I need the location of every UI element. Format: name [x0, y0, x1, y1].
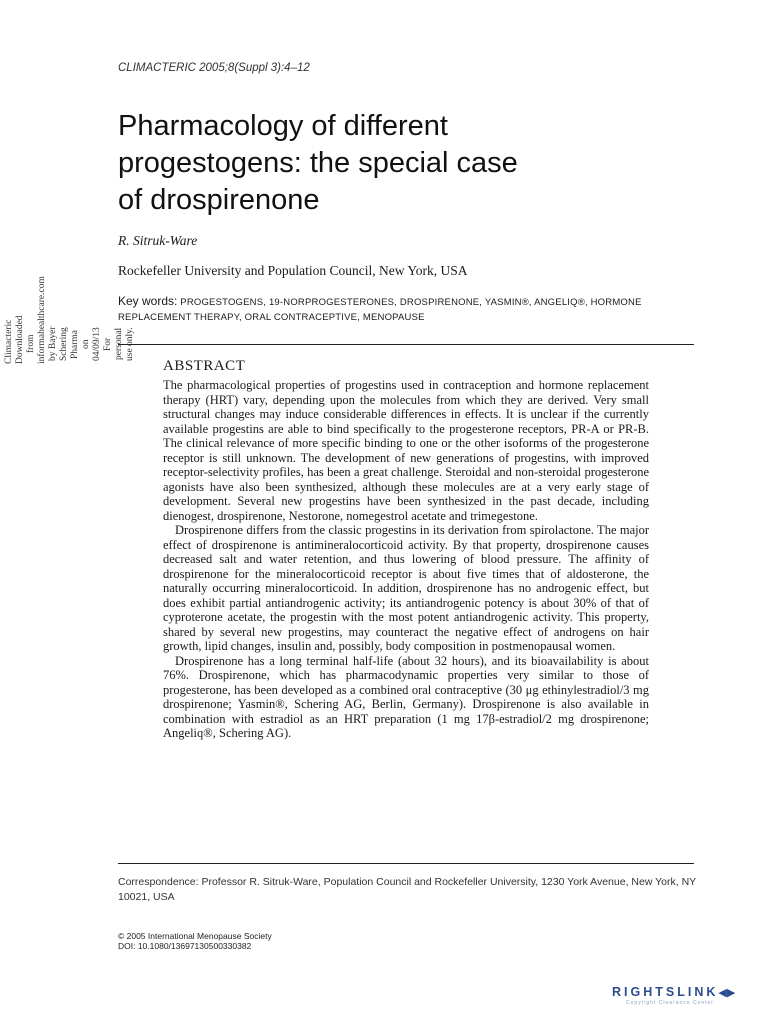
abstract-paragraph-1: The pharmacological properties of progestins used in contraception and hormone replacement therapy (HRT) vary, depending upon the molecules from which they are derived. Very small structural changes may induce considerable differences in effects. It is unclear if the currently available progestins are able to bind specifically to the progesterone receptors, PR-A or PR-B. The clinical relevance of more specific binding to one or the other isoforms of the progesterone receptor is still unknown. The development of new generations of progestins, with improved receptor-selectivity profiles, has been a great challenge. Steroidal and non-steroidal progesterone agonists have also been synthesized, although these molecules are at a very early stage of development. Several new progestins have been synthesized in the past decade, including dienogest, drospirenone, Nestorone, nomegestrol acetate and trimegestone. — [163, 378, 649, 523]
article-title — [118, 108, 678, 219]
rightslink-arrow-icon: ◀▶ — [718, 987, 736, 999]
title-line-1: Pharmacology of different — [118, 110, 448, 142]
author-name: R. Sitruk-Ware — [118, 233, 198, 248]
doi-line: DOI: 10.1080/13697130500330382 — [118, 941, 252, 951]
abstract-paragraph-2: Drospirenone differs from the classic progestins in its derivation from spirolactone. The major effect of drospirenone is antimineralocorticoid activity. By that property, drospirenone causes decreased salt and water retention, and thus lowering of blood pressure. The affinity of drospirenone for the mineralocorticoid receptor is about five times that of aldosterone, the naturally occurring mineralocorticoid. In addition, drospirenone has no androgenic effect, but does exhibit partial antiandrogenic activity; its antiandrogenic potency is about 30% of that of cyproterone acetate, the progestin with the most potent antiandrogenic activity. This property, shared by several new progestins, may counteract the negative effect of androgens on hair growth, lipid changes, insulin and, possibly, body composition in postmenopausal women. — [163, 523, 649, 653]
abstract-paragraph-3: Drospirenone has a long terminal half-life (about 32 hours), and its bioavailability is about 76%. Drospirenone, which has pharmacodynamic properties very similar to those of progesterone, has been developed as a combined oral contraceptive (30 μg ethinylestradiol/3 mg drospirenone; Yasmin®, Schering AG, Berlin, Germany). Drospirenone is also available in combination with estradiol as an HRT preparation (1 mg 17β-estradiol/2 mg drospirenone; Angeliq®, Schering AG). — [163, 653, 649, 740]
copyright-line: © 2005 International Menopause Society — [118, 931, 272, 941]
section-divider-top — [118, 344, 694, 345]
rightslink-wordmark — [612, 985, 762, 1000]
abstract-heading: ABSTRACT — [163, 358, 246, 374]
rightslink-text: RIGHTSLINK — [612, 985, 719, 999]
keywords — [118, 294, 698, 325]
author-affiliation: Rockefeller University and Population Council, New York, USA — [118, 263, 468, 278]
rightslink-logo[interactable] — [612, 985, 762, 1011]
section-divider-bottom — [118, 863, 694, 864]
watermark-line-1: Climacteric Downloaded from informahealthcare.com by Bayer Schering Pharma on 04/09/13 — [4, 276, 102, 364]
title-line-3: of drospirenone — [118, 184, 320, 216]
copyright-block — [118, 931, 272, 951]
keywords-label: Key words: — [118, 294, 178, 308]
abstract-section — [163, 358, 649, 741]
title-line-2: progestogens: the special case — [118, 147, 518, 179]
watermark-line-2: For personal use only. — [103, 327, 135, 361]
correspondence-note: Correspondence: Professor R. Sitruk-Ware, Population Council and Rockefeller University, 1230 York Avenue, New York, NY 10021, USA — [118, 876, 696, 903]
keywords-list: PROGESTOGENS, 19-NORPROGESTERONES, DROSPIRENONE, YASMIN®, ANGELIQ®, HORMONE REPLACEMENT THERAPY, ORAL CONTRACEPTIVE, MENOPAUSE — [118, 297, 642, 323]
rightslink-subtitle: Copyright Clearance Center — [626, 1000, 714, 1006]
journal-reference: CLIMACTERIC 2005;8(Suppl 3):4–12 — [118, 62, 310, 74]
